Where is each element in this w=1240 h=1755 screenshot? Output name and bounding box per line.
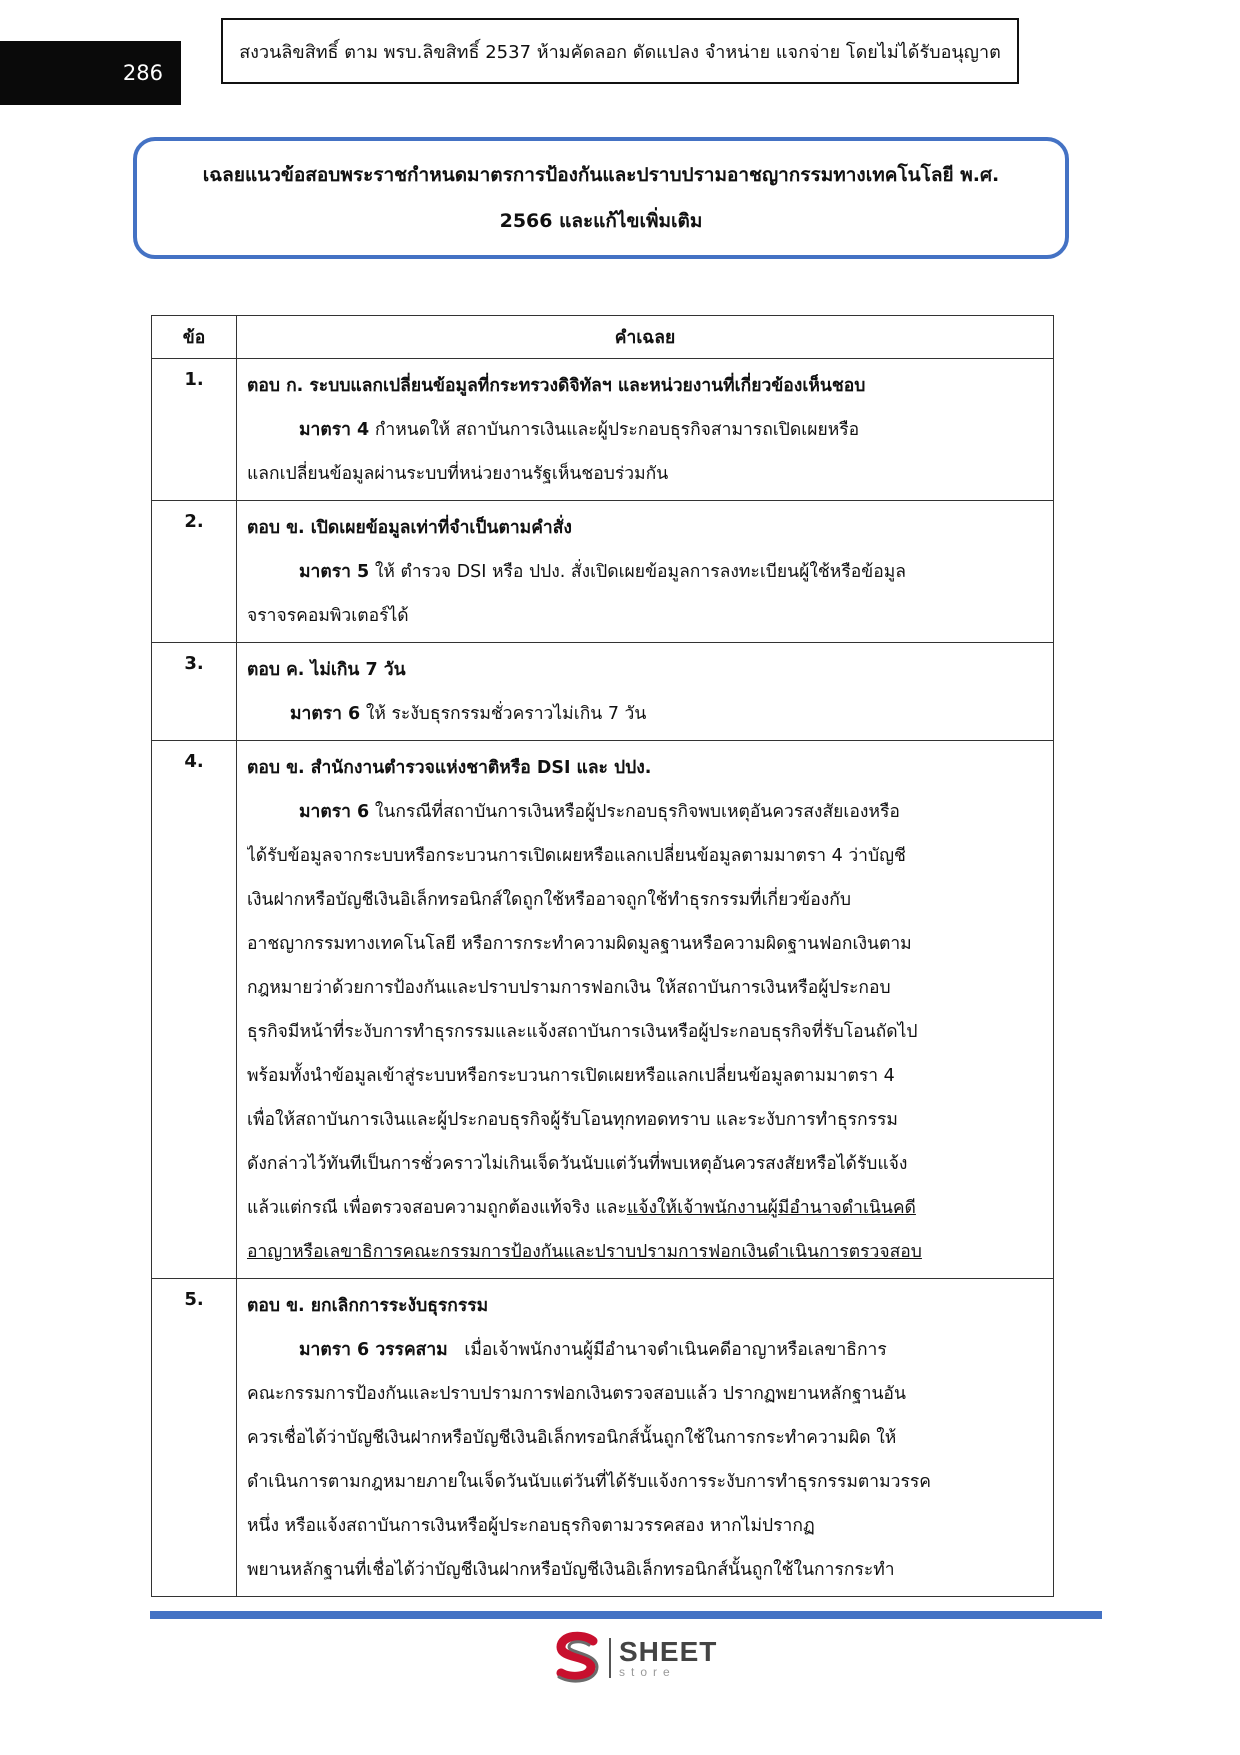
answer-line-underlined: อาญาหรือเลขาธิการคณะกรรมการป้องกันและปราบปรามการฟอกเงินดำเนินการตรวจสอบ: [247, 1242, 922, 1262]
answer-line: หนึ่ง หรือแจ้งสถาบันการเงินหรือผู้ประกอบธุรกิจตามวรรคสอง หากไม่ปรากฏ: [247, 1516, 815, 1536]
header-answer: คำเฉลย: [237, 316, 1054, 359]
underlined-text: แจ้งให้เจ้าพนักงานผู้มีอำนาจดำเนินคดี: [626, 1198, 916, 1218]
answer-line: ธุรกิจมีหน้าที่ระงับการทำธุรกรรมและแจ้งสถาบันการเงินหรือผู้ประกอบธุรกิจที่รับโอนถัดไป: [247, 1022, 918, 1042]
question-number: 1.: [152, 359, 237, 501]
answer-line: จราจรคอมพิวเตอร์ได้: [247, 606, 409, 626]
answer-text: ให้ ระงับธุรกรรมชั่วคราวไม่เกิน 7 วัน: [365, 704, 647, 724]
answer-line: แลกเปลี่ยนข้อมูลผ่านระบบที่หน่วยงานรัฐเห็นชอบร่วมกัน: [247, 464, 669, 484]
answer-line: ดำเนินการตามกฎหมายภายในเจ็ดวันนับแต่วันที่ได้รับแจ้งการระงับการทำธุรกรรมตามวรรค: [247, 1472, 931, 1492]
answer-text: ในกรณีที่สถาบันการเงินหรือผู้ประกอบธุรกิจพบเหตุอันควรสงสัยเองหรือ: [374, 802, 900, 822]
answer-line: อาชญากรรมทางเทคโนโลยี หรือการกระทำความผิดมูลฐานหรือความผิดฐานฟอกเงินตาม: [247, 934, 912, 954]
answer-cell: [237, 359, 1054, 501]
table-row: [152, 501, 1054, 643]
answer-heading: ตอบ ข. ยกเลิกการระงับธุรกรรม: [247, 1296, 489, 1316]
answer-heading: ตอบ ข. เปิดเผยข้อมูลเท่าที่จำเป็นตามคำสั่ง: [247, 518, 572, 538]
copyright-notice: [221, 18, 1019, 84]
section-label: มาตรา 4: [299, 420, 370, 440]
answer-cell: [237, 741, 1054, 1279]
sheet-store-logo: [553, 1630, 717, 1686]
section-label: มาตรา 6 วรรคสาม: [299, 1340, 448, 1360]
answer-line: ได้รับข้อมูลจากระบบหรือกระบวนการเปิดเผยหรือแลกเปลี่ยนข้อมูลตามมาตรา 4 ว่าบัญชี: [247, 846, 906, 866]
section-label: มาตรา 5: [299, 562, 370, 582]
answer-heading: ตอบ ข. สำนักงานตำรวจแห่งชาติหรือ DSI และ ปปง.: [247, 758, 652, 778]
answer-line: พร้อมทั้งนำข้อมูลเข้าสู่ระบบหรือกระบวนการเปิดเผยหรือแลกเปลี่ยนข้อมูลตามมาตรา 4: [247, 1066, 895, 1086]
answer-line: [247, 550, 1043, 594]
answer-line: [247, 692, 1043, 736]
table-row: [152, 1279, 1054, 1597]
section-label: มาตรา 6: [299, 802, 370, 822]
page-number: [0, 41, 181, 105]
answer-line: [247, 790, 1043, 834]
table-row: [152, 741, 1054, 1279]
answer-line: [247, 1328, 1043, 1372]
table-row: [152, 359, 1054, 501]
answer-cell: [237, 643, 1054, 741]
section-label: มาตรา 6: [290, 704, 361, 724]
answer-line: กฎหมายว่าด้วยการป้องกันและปราบปรามการฟอกเงิน ให้สถาบันการเงินหรือผู้ประกอบ: [247, 978, 891, 998]
answer-line: พยานหลักฐานที่เชื่อได้ว่าบัญชีเงินฝากหรือบัญชีเงินอิเล็กทรอนิกส์นั้นถูกใช้ในการกระทำ: [247, 1560, 895, 1580]
answer-table: [151, 315, 1054, 1597]
answer-line: เงินฝากหรือบัญชีเงินอิเล็กทรอนิกส์ใดถูกใช้หรืออาจถูกใช้ทำธุรกรรมที่เกี่ยวข้องกับ: [247, 890, 851, 910]
answer-text: เมื่อเจ้าพนักงานผู้มีอำนาจดำเนินคดีอาญาหรือเลขาธิการ: [464, 1340, 887, 1360]
page-number-text: 286: [122, 61, 163, 85]
answer-text: แล้วแต่กรณี เพื่อตรวจสอบความถูกต้องแท้จริง และ: [247, 1198, 627, 1218]
answer-line: [247, 408, 1043, 452]
answer-line: คณะกรรมการป้องกันและปราบปรามการฟอกเงินตรวจสอบแล้ว ปรากฏพยานหลักฐานอัน: [247, 1384, 906, 1404]
question-number: 5.: [152, 1279, 237, 1597]
title-line-1: เฉลยแนวข้อสอบพระราชกำหนดมาตรการป้องกันและปราบปรามอาชญากรรมทางเทคโนโลยี พ.ศ.: [202, 164, 1000, 186]
answer-line: ควรเชื่อได้ว่าบัญชีเงินฝากหรือบัญชีเงินอิเล็กทรอนิกส์นั้นถูกใช้ในการกระทำความผิด ให้: [247, 1428, 897, 1448]
header-question-no: ข้อ: [152, 316, 237, 359]
answer-cell: [237, 501, 1054, 643]
answer-line: เพื่อให้สถาบันการเงินและผู้ประกอบธุรกิจผู้รับโอนทุกทอดทราบ และระงับการทำธุรกรรม: [247, 1110, 898, 1130]
document-title-box: [133, 137, 1069, 259]
answer-line: ดังกล่าวไว้ทันทีเป็นการชั่วคราวไม่เกินเจ็ดวันนับแต่วันที่พบเหตุอันควรสงสัยหรือได้รับแจ้ง: [247, 1154, 908, 1174]
logo-subtext: store: [619, 1665, 676, 1679]
table-header-row: [152, 316, 1054, 359]
question-number: 3.: [152, 643, 237, 741]
logo-s-icon: [553, 1631, 603, 1685]
logo-name: SHEET: [619, 1636, 718, 1667]
table-row: [152, 643, 1054, 741]
footer-divider: [150, 1611, 1102, 1619]
answer-line: [247, 1186, 1043, 1230]
answer-heading: ตอบ ก. ระบบแลกเปลี่ยนข้อมูลที่กระทรวงดิจิทัลฯ และหน่วยงานที่เกี่ยวข้องเห็นชอบ: [247, 376, 866, 396]
title-line-2: 2566 และแก้ไขเพิ่มเติม: [499, 210, 703, 232]
answer-text: กำหนดให้ สถาบันการเงินและผู้ประกอบธุรกิจสามารถเปิดเผยหรือ: [374, 420, 860, 440]
logo-wordmark: [609, 1638, 717, 1678]
question-number: 4.: [152, 741, 237, 1279]
answer-text: ให้ ตำรวจ DSI หรือ ปปง. สั่งเปิดเผยข้อมูลการลงทะเบียนผู้ใช้หรือข้อมูล: [374, 562, 906, 582]
question-number: 2.: [152, 501, 237, 643]
answer-cell: [237, 1279, 1054, 1597]
copyright-text: สงวนลิขสิทธิ์ ตาม พรบ.ลิขสิทธิ์ 2537 ห้ามคัดลอก ดัดแปลง จำหน่าย แจกจ่าย โดยไม่ได้รับอนุญาต: [239, 41, 1001, 63]
answer-heading: ตอบ ค. ไม่เกิน 7 วัน: [247, 660, 406, 680]
